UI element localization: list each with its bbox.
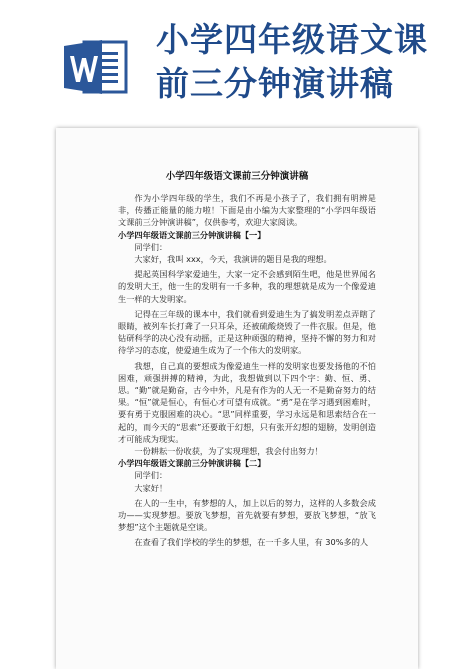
paragraph: 大家好！ (134, 482, 168, 493)
paragraph: 在人的一生中，有梦想的人，加上以后的努力，这样的人多数会成功——实现梦想。要放飞梦想，首先就要有梦想，要放飞梦想，“放飞梦想”这个主题就是空谈。 (118, 497, 376, 533)
paragraph: 一份耕耘一份收获，为了实现理想，我会付出努力！ (134, 446, 323, 457)
intro-paragraph: 作为小学四年级的学生，我们不再是小孩子了，我们拥有明辨是非，传播正能量的能力啦！下面是由小编为大家整理的“小学四年级语文课前三分钟演讲稿”，仅供参考，欢迎大家阅读。 (118, 193, 376, 228)
paragraph: 我想，自己真的要想成为像爱迪生一样的发明家也要发扬他的不怕困难，顽强拼搏的精神，为此，我想做到以下四个字：勤、恒、勇、思。“勤”就是勤奋，古今中外，凡是有作为的人无一不是勤奋努力的结果。“恒”就是恒心，有恒心才可望有成就。“勇”是在学习遇到困难时，要有勇于克服困难的决心。“思”同样重要，学习永远是和思索结合在一起的，而今天的“思索”还要敢于幻想，只有张开幻想的翅膀，发明创造才可能成为现实。 (118, 360, 376, 444)
section-heading-1: 小学四年级语文课前三分钟演讲稿【一】 (118, 229, 266, 240)
banner-title-line-2: 前三分钟演讲稿 (156, 64, 394, 103)
paragraph: 记得在三年级的课本中，我们就看到爱迪生为了搞发明差点弄瞎了眼睛，被列车长打聋了一只耳朵，还被硫酸烧毁了一件衣服。但是，他钻研科学的决心没有动摇，正是这种顽强的精神，坚持不懈的努力和对待学习的态度，使爱迪生成为了一个伟大的发明家。 (118, 308, 376, 356)
banner (0, 0, 474, 112)
document-body (118, 192, 376, 549)
paragraph: 在查看了我们学校的学生的梦想，在一千多人里，有 30%多的人 (134, 537, 369, 548)
paragraph: 提起英国科学家爱迪生，大家一定不会感到陌生吧，他是世界闻名的发明大王，他一生的发明有一千多种，我的理想就是成为一个像爱迪生一样的大发明家。 (118, 269, 376, 304)
document-title: 小学四年级语文课前三分钟演讲稿 (165, 171, 309, 182)
banner-title-line-1: 小学四年级语文课 (156, 20, 428, 59)
paragraph: 大家好，我叫 xxx，今天，我演讲的题目是我的理想。 (134, 254, 332, 265)
greeting-2: 同学们： (134, 470, 168, 481)
banner-title (156, 18, 456, 106)
document-page (56, 128, 418, 669)
word-doc-icon (62, 36, 130, 96)
section-heading-2: 小学四年级语文课前三分钟演讲稿【二】 (118, 458, 266, 469)
greeting-1: 同学们： (134, 241, 168, 252)
